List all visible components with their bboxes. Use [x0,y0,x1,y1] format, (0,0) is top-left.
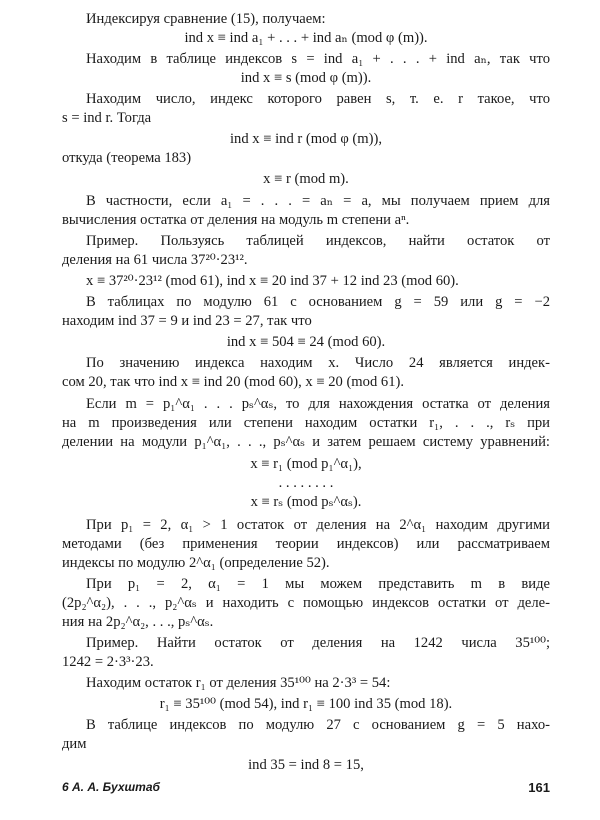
text-line: r₁ ≡ 35¹⁰⁰ (mod 54), ind r₁ ≡ 100 ind 35 (mod 18). [159,696,453,712]
text-line: ind x ≡ ind r (mod φ (m)), [229,131,383,147]
text-line: s = ind r. Тогда [62,110,152,126]
text-line: x ≡ 37²⁰·23¹² (mod 61), ind x ≡ 20 ind 37 + 12 ind 23 (mod 60). [86,273,459,289]
text-line: на m произведения или степени находим остатки r₁, . . ., rₛ при [62,415,550,431]
text-line: ния на 2p₂^α₂, . . ., pₛ^αₛ. [62,614,214,630]
text-line: находим ind 37 = 9 и ind 23 = 27, так что [62,313,312,329]
text-line: ind x ≡ 504 ≡ 24 (mod 60). [226,334,386,350]
text-line: откуда (теорема 183) [62,150,192,166]
text-line: x ≡ r₁ (mod p₁^α₁), [250,456,362,472]
text-line: Пример. Пользуясь таблицей индексов, найти остаток от [86,233,550,249]
text-line: По значению индекса находим x. Число 24 является индек- [86,355,550,371]
text-line: делении на модули p₁^α₁, . . ., pₛ^αₛ и затем решаем систему уравнений: [62,434,550,450]
text-line: ind x ≡ s (mod φ (m)). [240,70,372,86]
text-line: методами (без применения теории индексов) или рассматриваем [62,536,550,552]
text-line: Находим число, индекс которого равен s, т. е. r такое, что [86,91,550,107]
text-line: Находим в таблице индексов s = ind a₁ + . . . + ind aₙ, так что [86,51,550,67]
text-line: вычисления остатка от деления на модуль m степени aⁿ. [62,212,410,228]
text-line: В таблице индексов по модулю 27 с основанием g = 5 нахо- [86,717,550,733]
text-line: При p₁ = 2, α₁ > 1 остаток от деления на 2^α₁ находим другими [86,517,550,533]
text-line: Пример. Найти остаток от деления на 1242 числа 35¹⁰⁰; [86,635,550,651]
text-line: ind x ≡ ind a₁ + . . . + ind aₙ (mod φ (m)). [184,30,428,46]
text-line: Находим остаток r₁ от деления 35¹⁰⁰ на 2·3³ = 54: [86,675,391,691]
text-line: Индексируя сравнение (15), получаем: [86,11,326,27]
text-line: деления на 61 числа 37²⁰·23¹². [62,252,248,268]
text-line: В таблицах по модулю 61 с основанием g = 59 или g = −2 [86,294,550,310]
text-line: 1242 = 2·3³·23. [62,654,154,670]
text-line: индексы по модулю 2^α₁ (определение 52). [62,555,330,571]
text-line: сом 20, так что ind x ≡ ind 20 (mod 60), x ≡ 20 (mod 61). [62,374,404,390]
page-number: 161 [528,780,550,795]
text-line: При p₁ = 2, α₁ = 1 мы можем представить m в виде [86,576,550,592]
text-line: x ≡ r (mod m). [263,171,349,187]
text-line: (2p₂^α₂), . . ., p₂^αₛ и находить с помощью индексов остатки от деле- [62,595,550,611]
text-line: дим [62,736,87,752]
text-line: В частности, если a₁ = . . . = aₙ = a, мы получаем прием для [86,193,550,209]
text-line: ind 35 = ind 8 = 15, [248,757,364,773]
text-line: x ≡ rₛ (mod pₛ^αₛ). [250,494,362,510]
text-line: . . . . . . . . [278,475,334,491]
page-footer [62,780,550,800]
text-line: Если m = p₁^α₁ . . . pₛ^αₛ, то для нахождения остатка от деления [86,396,550,412]
footer-signature: 6 А. А. Бухштаб [62,780,160,794]
page-text [62,10,550,810]
